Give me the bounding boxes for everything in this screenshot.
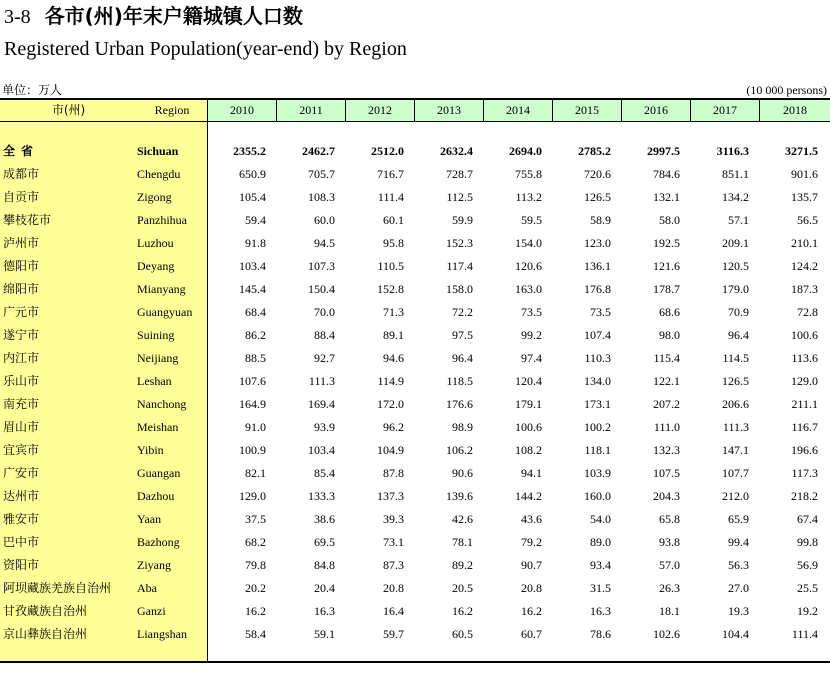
- value-cell: 120.5: [722, 259, 749, 273]
- value-cell: 58.0: [659, 213, 680, 227]
- value-cell: 179.0: [722, 282, 749, 296]
- value-cell: 133.3: [308, 489, 335, 503]
- value-cell: 18.1: [659, 604, 680, 618]
- value-cell: 111.3: [722, 420, 749, 434]
- region-name-en: Yaan: [137, 512, 162, 526]
- region-name-zh: 攀枝花市: [3, 213, 52, 227]
- value-cell: 88.5: [245, 351, 266, 365]
- header-year: 2012: [346, 100, 415, 121]
- region-name-zh: 德阳市: [3, 259, 40, 273]
- value-cell: 108.3: [308, 190, 335, 204]
- value-cell: 20.8: [521, 581, 542, 595]
- header-year: 2017: [691, 100, 760, 121]
- value-cell: 113.2: [515, 190, 542, 204]
- value-cell: 57.0: [659, 558, 680, 572]
- value-cell: 104.9: [377, 443, 404, 457]
- table-row: [0, 531, 830, 554]
- value-cell: 70.0: [314, 305, 335, 319]
- value-cell: 111.3: [308, 374, 335, 388]
- table-row: [0, 393, 830, 416]
- value-cell: 163.0: [515, 282, 542, 296]
- value-cell: 89.0: [590, 535, 611, 549]
- value-cell: 650.9: [239, 167, 266, 181]
- header-year: 2011: [277, 100, 346, 121]
- value-cell: 67.4: [797, 512, 818, 526]
- table-row: [0, 416, 830, 439]
- value-cell: 3116.3: [716, 144, 749, 158]
- table-row: [0, 600, 830, 623]
- value-cell: 25.5: [797, 581, 818, 595]
- region-name-en: Leshan: [137, 374, 172, 388]
- table-row: [0, 485, 830, 508]
- table-row-total: [0, 140, 830, 163]
- value-cell: 94.6: [383, 351, 404, 365]
- value-cell: 139.6: [446, 489, 473, 503]
- value-cell: 91.8: [245, 236, 266, 250]
- value-cell: 187.3: [791, 282, 818, 296]
- unit-label-zh: 单位：万人: [2, 83, 63, 97]
- value-cell: 90.7: [521, 558, 542, 572]
- value-cell: 20.5: [452, 581, 473, 595]
- region-name-zh: 广元市: [3, 305, 40, 319]
- region-name-zh: 遂宁市: [3, 328, 40, 342]
- value-cell: 89.1: [383, 328, 404, 342]
- value-cell: 192.5: [653, 236, 680, 250]
- value-cell: 42.6: [452, 512, 473, 526]
- value-cell: 59.1: [314, 627, 335, 641]
- value-cell: 31.5: [590, 581, 611, 595]
- table-row: [0, 439, 830, 462]
- value-cell: 107.5: [653, 466, 680, 480]
- value-cell: 103.4: [239, 259, 266, 273]
- value-cell: 84.8: [314, 558, 335, 572]
- region-name-en: Mianyang: [137, 282, 186, 296]
- value-cell: 96.4: [452, 351, 473, 365]
- table-row: [0, 554, 830, 577]
- value-cell: 16.3: [314, 604, 335, 618]
- value-cell: 39.3: [383, 512, 404, 526]
- region-name-zh: 广安市: [3, 466, 40, 480]
- value-cell: 99.2: [521, 328, 542, 342]
- value-cell: 196.6: [791, 443, 818, 457]
- value-cell: 107.3: [308, 259, 335, 273]
- header-region-en: Region: [137, 100, 208, 121]
- table-body: [0, 140, 830, 646]
- value-cell: 136.1: [584, 259, 611, 273]
- table-row: [0, 278, 830, 301]
- region-name-en: Ganzi: [137, 604, 166, 618]
- header-bottom-rule: [0, 121, 830, 122]
- table-row: [0, 577, 830, 600]
- header-year: 2010: [208, 100, 277, 121]
- value-cell: 114.9: [377, 374, 404, 388]
- value-cell: 901.6: [791, 167, 818, 181]
- value-cell: 107.7: [722, 466, 749, 480]
- value-cell: 145.4: [239, 282, 266, 296]
- value-cell: 107.6: [239, 374, 266, 388]
- value-cell: 124.2: [791, 259, 818, 273]
- value-cell: 60.1: [383, 213, 404, 227]
- value-cell: 120.6: [515, 259, 542, 273]
- value-cell: 87.3: [383, 558, 404, 572]
- region-name-en: Meishan: [137, 420, 179, 434]
- value-cell: 164.9: [239, 397, 266, 411]
- value-cell: 117.4: [446, 259, 473, 273]
- value-cell: 218.2: [791, 489, 818, 503]
- region-name-en: Suining: [137, 328, 175, 342]
- value-cell: 176.8: [584, 282, 611, 296]
- value-cell: 27.0: [728, 581, 749, 595]
- table-row: [0, 347, 830, 370]
- value-cell: 93.8: [659, 535, 680, 549]
- value-cell: 100.2: [584, 420, 611, 434]
- value-cell: 60.7: [521, 627, 542, 641]
- value-cell: 169.4: [308, 397, 335, 411]
- value-cell: 92.7: [314, 351, 335, 365]
- value-cell: 206.6: [722, 397, 749, 411]
- value-cell: 114.5: [722, 351, 749, 365]
- table-row: [0, 462, 830, 485]
- value-cell: 60.5: [452, 627, 473, 641]
- value-cell: 90.6: [452, 466, 473, 480]
- value-cell: 135.7: [791, 190, 818, 204]
- value-cell: 111.0: [653, 420, 680, 434]
- region-name-zh: 泸州市: [3, 236, 40, 250]
- region-name-zh: 资阳市: [3, 558, 40, 572]
- value-cell: 105.4: [239, 190, 266, 204]
- value-cell: 118.5: [446, 374, 473, 388]
- value-cell: 16.2: [245, 604, 266, 618]
- value-cell: 207.2: [653, 397, 680, 411]
- value-cell: 110.3: [584, 351, 611, 365]
- value-cell: 211.1: [791, 397, 818, 411]
- region-name-en: Panzhihua: [137, 213, 187, 227]
- value-cell: 72.8: [797, 305, 818, 319]
- value-cell: 82.1: [245, 466, 266, 480]
- value-cell: 2632.4: [440, 144, 473, 158]
- value-cell: 179.1: [515, 397, 542, 411]
- unit-label-en: (10 000 persons): [746, 83, 827, 97]
- value-cell: 73.1: [383, 535, 404, 549]
- value-cell: 100.6: [515, 420, 542, 434]
- value-cell: 121.6: [653, 259, 680, 273]
- region-name-en: Guangyuan: [137, 305, 193, 319]
- value-cell: 19.3: [728, 604, 749, 618]
- region-name-en: Liangshan: [137, 627, 187, 641]
- table-row: [0, 186, 830, 209]
- value-cell: 104.4: [722, 627, 749, 641]
- value-cell: 716.7: [377, 167, 404, 181]
- value-cell: 78.6: [590, 627, 611, 641]
- value-cell: 16.4: [383, 604, 404, 618]
- value-cell: 99.4: [728, 535, 749, 549]
- value-cell: 172.0: [377, 397, 404, 411]
- value-cell: 113.6: [791, 351, 818, 365]
- value-cell: 58.9: [590, 213, 611, 227]
- region-name-en: Zigong: [137, 190, 172, 204]
- value-cell: 20.4: [314, 581, 335, 595]
- value-cell: 97.4: [521, 351, 542, 365]
- value-cell: 111.4: [377, 190, 404, 204]
- value-cell: 68.4: [245, 305, 266, 319]
- table-row: [0, 232, 830, 255]
- value-cell: 129.0: [791, 374, 818, 388]
- value-cell: 59.4: [245, 213, 266, 227]
- value-cell: 86.2: [245, 328, 266, 342]
- value-cell: 126.5: [722, 374, 749, 388]
- value-cell: 94.5: [314, 236, 335, 250]
- table-bottom-rule: [0, 661, 830, 663]
- value-cell: 178.7: [653, 282, 680, 296]
- value-cell: 115.4: [653, 351, 680, 365]
- value-cell: 70.9: [728, 305, 749, 319]
- region-name-zh: 雅安市: [3, 512, 40, 526]
- value-cell: 103.9: [584, 466, 611, 480]
- region-name-zh: 宜宾市: [3, 443, 40, 457]
- value-cell: 720.6: [584, 167, 611, 181]
- table-number: 3-8: [4, 6, 31, 28]
- value-cell: 98.9: [452, 420, 473, 434]
- value-cell: 73.5: [521, 305, 542, 319]
- region-name-en: Chengdu: [137, 167, 181, 181]
- value-cell: 2997.5: [647, 144, 680, 158]
- header-year: 2013: [415, 100, 484, 121]
- value-cell: 2512.0: [371, 144, 404, 158]
- value-cell: 134.0: [584, 374, 611, 388]
- region-name-en: Deyang: [137, 259, 175, 273]
- value-cell: 210.1: [791, 236, 818, 250]
- value-cell: 56.9: [797, 558, 818, 572]
- region-name-en: Ziyang: [137, 558, 171, 572]
- value-cell: 16.3: [590, 604, 611, 618]
- region-name-en: Neijiang: [137, 351, 179, 365]
- header-year: 2015: [553, 100, 622, 121]
- value-cell: 129.0: [239, 489, 266, 503]
- value-cell: 54.0: [590, 512, 611, 526]
- value-cell: 755.8: [515, 167, 542, 181]
- region-name-zh: 内江市: [3, 351, 40, 365]
- region-name-zh: 阿坝藏族羌族自治州: [3, 581, 112, 595]
- value-cell: 117.3: [791, 466, 818, 480]
- value-cell: 147.1: [722, 443, 749, 457]
- value-cell: 37.5: [245, 512, 266, 526]
- value-cell: 103.4: [308, 443, 335, 457]
- table-row: [0, 255, 830, 278]
- header-year: 2016: [622, 100, 691, 121]
- value-cell: 60.0: [314, 213, 335, 227]
- value-cell: 728.7: [446, 167, 473, 181]
- value-cell: 96.2: [383, 420, 404, 434]
- region-name-en: Nanchong: [137, 397, 187, 411]
- value-cell: 91.0: [245, 420, 266, 434]
- value-cell: 158.0: [446, 282, 473, 296]
- region-name-en: Bazhong: [137, 535, 180, 549]
- value-cell: 79.8: [245, 558, 266, 572]
- value-cell: 173.1: [584, 397, 611, 411]
- value-cell: 212.0: [722, 489, 749, 503]
- value-cell: 65.9: [728, 512, 749, 526]
- table-row: [0, 623, 830, 646]
- value-cell: 56.3: [728, 558, 749, 572]
- value-cell: 95.8: [383, 236, 404, 250]
- value-cell: 26.3: [659, 581, 680, 595]
- region-name-zh: 京山彝族自治州: [3, 627, 88, 641]
- value-cell: 152.8: [377, 282, 404, 296]
- table-row: [0, 508, 830, 531]
- region-name-zh: 巴中市: [3, 535, 40, 549]
- value-cell: 116.7: [791, 420, 818, 434]
- value-cell: 106.2: [446, 443, 473, 457]
- value-cell: 68.6: [659, 305, 680, 319]
- value-cell: 132.1: [653, 190, 680, 204]
- value-cell: 126.5: [584, 190, 611, 204]
- value-cell: 16.2: [521, 604, 542, 618]
- value-cell: 120.4: [515, 374, 542, 388]
- value-cell: 107.4: [584, 328, 611, 342]
- value-cell: 209.1: [722, 236, 749, 250]
- value-cell: 152.3: [446, 236, 473, 250]
- value-cell: 204.3: [653, 489, 680, 503]
- value-cell: 58.4: [245, 627, 266, 641]
- value-cell: 705.7: [308, 167, 335, 181]
- header-year: 2014: [484, 100, 553, 121]
- value-cell: 150.4: [308, 282, 335, 296]
- title-zh-text: 各市(州)年末户籍城镇人口数: [44, 4, 303, 28]
- value-cell: 93.4: [590, 558, 611, 572]
- table-row: [0, 324, 830, 347]
- value-cell: 43.6: [521, 512, 542, 526]
- value-cell: 98.0: [659, 328, 680, 342]
- value-cell: 79.2: [521, 535, 542, 549]
- value-cell: 111.4: [791, 627, 818, 641]
- value-cell: 16.2: [452, 604, 473, 618]
- value-cell: 85.4: [314, 466, 335, 480]
- value-cell: 144.2: [515, 489, 542, 503]
- table-row: [0, 301, 830, 324]
- value-cell: 93.9: [314, 420, 335, 434]
- value-cell: 112.5: [446, 190, 473, 204]
- value-cell: 100.6: [791, 328, 818, 342]
- table-title-en: Registered Urban Population(year-end) by Region: [4, 38, 407, 60]
- value-cell: 19.2: [797, 604, 818, 618]
- value-cell: 784.6: [653, 167, 680, 181]
- value-cell: 59.7: [383, 627, 404, 641]
- value-cell: 78.1: [452, 535, 473, 549]
- value-cell: 38.6: [314, 512, 335, 526]
- region-name-zh: 南充市: [3, 397, 40, 411]
- value-cell: 20.8: [383, 581, 404, 595]
- value-cell: 59.9: [452, 213, 473, 227]
- region-name-en: Aba: [137, 581, 157, 595]
- region-name-en: Sichuan: [137, 144, 179, 158]
- region-name-zh: 全省: [3, 144, 40, 158]
- region-name-zh: 绵阳市: [3, 282, 40, 296]
- value-cell: 851.1: [722, 167, 749, 181]
- value-cell: 20.2: [245, 581, 266, 595]
- value-cell: 123.0: [584, 236, 611, 250]
- value-cell: 56.5: [797, 213, 818, 227]
- value-cell: 87.8: [383, 466, 404, 480]
- region-name-zh: 眉山市: [3, 420, 40, 434]
- table-row: [0, 163, 830, 186]
- header-region-zh: 市(州): [0, 100, 137, 121]
- table-row: [0, 209, 830, 232]
- value-cell: 122.1: [653, 374, 680, 388]
- value-cell: 2785.2: [578, 144, 611, 158]
- region-name-zh: 达州市: [3, 489, 40, 503]
- value-cell: 137.3: [377, 489, 404, 503]
- value-cell: 69.5: [314, 535, 335, 549]
- value-cell: 65.8: [659, 512, 680, 526]
- region-name-zh: 成都市: [3, 167, 40, 181]
- value-cell: 71.3: [383, 305, 404, 319]
- value-cell: 68.2: [245, 535, 266, 549]
- value-cell: 132.3: [653, 443, 680, 457]
- value-cell: 2355.2: [233, 144, 266, 158]
- value-cell: 73.5: [590, 305, 611, 319]
- region-name-zh: 甘孜藏族自治州: [3, 604, 88, 618]
- region-name-en: Luzhou: [137, 236, 174, 250]
- table-header: [0, 100, 830, 121]
- region-name-zh: 乐山市: [3, 374, 40, 388]
- value-cell: 99.8: [797, 535, 818, 549]
- value-cell: 100.9: [239, 443, 266, 457]
- header-year: 2018: [760, 100, 830, 121]
- value-cell: 102.6: [653, 627, 680, 641]
- value-cell: 118.1: [584, 443, 611, 457]
- table-title-zh: [4, 4, 303, 29]
- value-cell: 110.5: [377, 259, 404, 273]
- value-cell: 57.1: [728, 213, 749, 227]
- value-cell: 154.0: [515, 236, 542, 250]
- region-name-en: Dazhou: [137, 489, 175, 503]
- value-cell: 3271.5: [785, 144, 818, 158]
- value-cell: 2462.7: [302, 144, 335, 158]
- value-cell: 160.0: [584, 489, 611, 503]
- value-cell: 97.5: [452, 328, 473, 342]
- region-name-en: Guangan: [137, 466, 181, 480]
- value-cell: 108.2: [515, 443, 542, 457]
- value-cell: 88.4: [314, 328, 335, 342]
- value-cell: 94.1: [521, 466, 542, 480]
- value-cell: 96.4: [728, 328, 749, 342]
- value-cell: 59.5: [521, 213, 542, 227]
- value-cell: 89.2: [452, 558, 473, 572]
- value-cell: 72.2: [452, 305, 473, 319]
- region-name-zh: 自贡市: [3, 190, 40, 204]
- region-name-en: Yibin: [137, 443, 164, 457]
- value-cell: 176.6: [446, 397, 473, 411]
- value-cell: 2694.0: [509, 144, 542, 158]
- table-row: [0, 370, 830, 393]
- value-cell: 134.2: [722, 190, 749, 204]
